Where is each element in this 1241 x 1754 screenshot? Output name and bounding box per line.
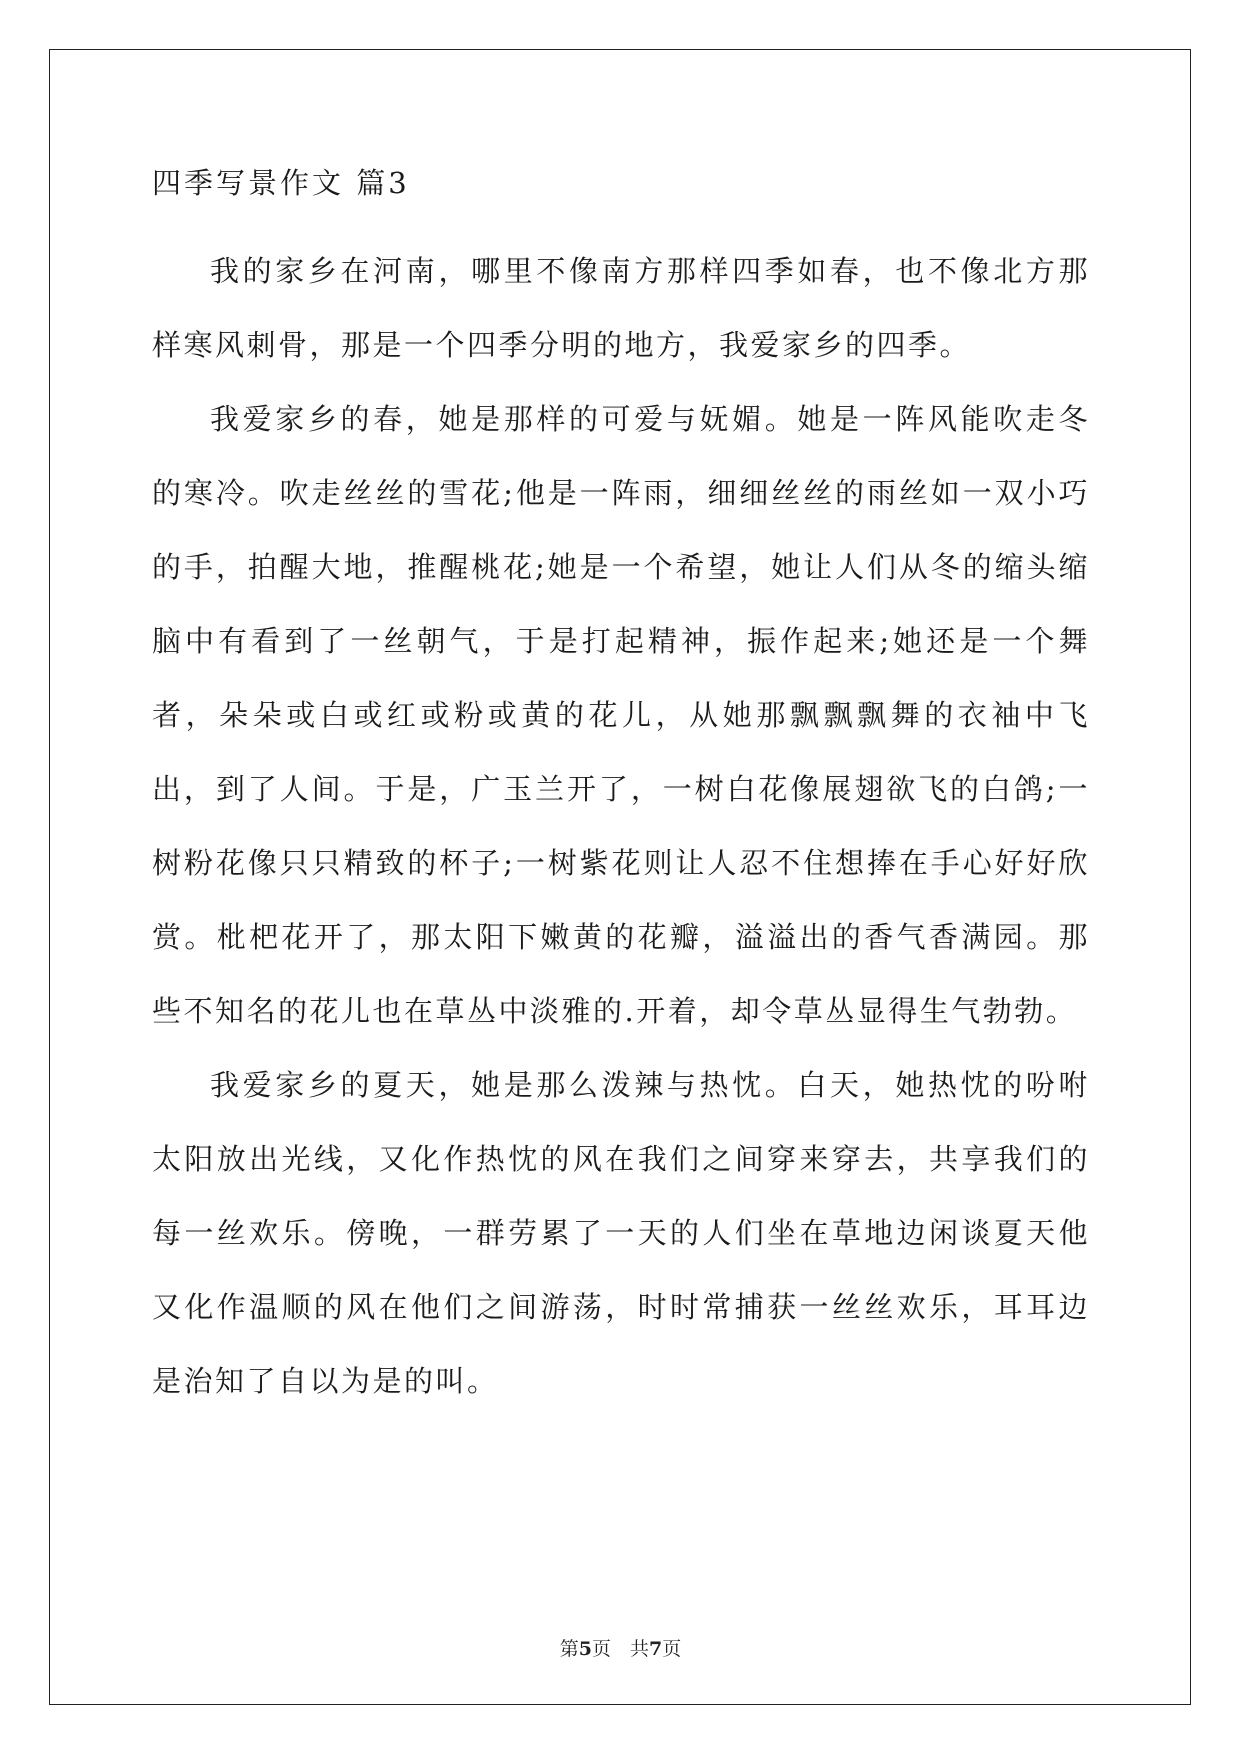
page-prefix: 第 xyxy=(559,1638,579,1660)
page-mid: 页 共 xyxy=(591,1638,649,1660)
page-suffix: 页 xyxy=(662,1638,682,1660)
document-body xyxy=(152,162,1090,1418)
document-title: 四季写景作文 篇3 xyxy=(152,166,410,200)
paragraph-3: 我爱家乡的夏天，她是那么泼辣与热忱。白天，她热忱的吩咐太阳放出光线，又化作热忱的风在我们之间穿来穿去，共享我们的每一丝欢乐。傍晚，一群劳累了一天的人们坐在草地边闲谈夏天他又化作温顺的风在他们之间游荡，时时常捕获一丝丝欢乐，耳耳边是治知了自以为是的叫。 xyxy=(152,1068,1090,1398)
current-page-number: 5 xyxy=(578,1638,592,1660)
paragraph-1: 我的家乡在河南，哪里不像南方那样四季如春，也不像北方那样寒风刺骨，那是一个四季分明的地方，我爱家乡的四季。 xyxy=(152,254,1090,362)
page-number-footer xyxy=(0,1634,1241,1661)
paragraph-2: 我爱家乡的春，她是那样的可爱与妩媚。她是一阵风能吹走冬的寒冷。吹走丝丝的雪花;他是一阵雨，细细丝丝的雨丝如一双小巧的手，拍醒大地，推醒桃花;她是一个希望，她让人们从冬的缩头缩脑中有看到了一丝朝气，于是打起精神，振作起来;她还是一个舞者，朵朵或白或红或粉或黄的花儿，从她那飘飘飘舞的衣袖中飞出，到了人间。于是，广玉兰开了，一树白花像展翅欲飞的白鸽;一树粉花像只只精致的杯子;一树紫花则让人忍不住想捧在手心好好欣赏。枇杷花开了，那太阳下嫩黄的花瓣，溢溢出的香气香满园。那些不知名的花儿也在草丛中淡雅的.开着，却令草丛显得生气勃勃。 xyxy=(152,402,1090,1028)
total-page-number: 7 xyxy=(649,1638,663,1660)
